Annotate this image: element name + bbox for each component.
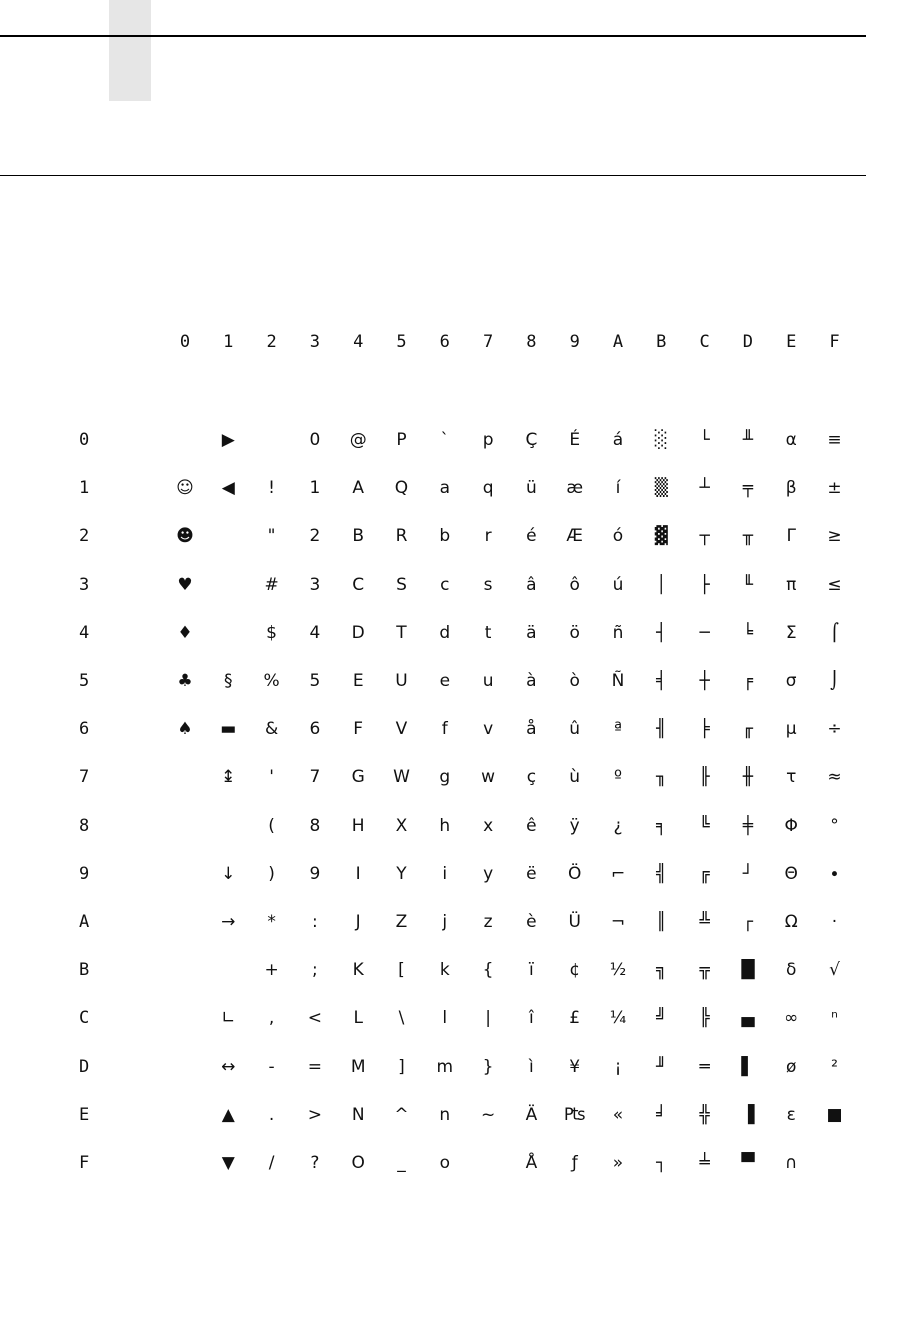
column-header: D: [742, 332, 754, 352]
character-cell: u: [482, 671, 494, 691]
character-cell: r: [484, 526, 492, 547]
character-cell: °: [830, 815, 839, 836]
row-header: 0: [79, 430, 90, 450]
character-cell: ╔: [699, 863, 710, 884]
character-cell: ë: [526, 863, 537, 884]
character-cell: 0: [309, 430, 321, 450]
character-cell: X: [395, 815, 408, 836]
character-cell: b: [439, 526, 451, 547]
character-cell: 3: [309, 574, 321, 595]
character-cell: ┤: [656, 622, 667, 643]
character-cell: ╗: [656, 960, 667, 981]
character-cell: }: [482, 1056, 494, 1077]
character-cell: Ω: [784, 912, 798, 932]
character-cell: 6: [309, 719, 321, 740]
character-cell: N: [351, 1104, 365, 1125]
character-cell: ▼: [221, 1153, 235, 1173]
character-cell: ú: [612, 574, 624, 595]
character-cell: P: [396, 430, 407, 450]
character-cell: è: [526, 912, 537, 932]
character-cell: G: [351, 767, 365, 788]
character-cell: δ: [785, 960, 797, 981]
character-cell: O: [351, 1153, 365, 1173]
character-cell: :: [312, 912, 318, 932]
character-cell: ┴: [699, 478, 710, 499]
character-cell: ■: [826, 1104, 843, 1125]
character-cell: ª: [613, 719, 622, 740]
character-cell: ─: [699, 622, 710, 643]
character-cell: ): [268, 863, 275, 884]
character-cell: ╣: [656, 863, 667, 884]
character-cell: ÷: [827, 719, 842, 740]
character-cell: ±: [827, 478, 842, 499]
row-header: 8: [79, 815, 90, 836]
character-cell: ⌐: [610, 863, 626, 884]
row-header: 4: [79, 622, 90, 643]
character-cell: à: [526, 671, 537, 691]
character-cell: ┘: [742, 863, 754, 884]
column-header: C: [699, 332, 710, 352]
character-cell: %: [263, 671, 280, 691]
character-cell: µ: [785, 719, 797, 740]
row-header: 7: [79, 767, 90, 788]
character-cell: 4: [309, 622, 321, 643]
character-cell: (: [268, 815, 275, 836]
character-cell: π: [786, 574, 797, 595]
character-cell: ≈: [827, 767, 842, 788]
character-cell: J: [355, 912, 361, 932]
character-cell: Φ: [784, 815, 798, 836]
character-cell: Æ: [566, 526, 583, 547]
character-cell: ƒ: [571, 1153, 578, 1173]
character-cell: ½: [609, 960, 627, 981]
row-header: 6: [79, 719, 90, 740]
character-cell: ~: [480, 1104, 496, 1125]
character-cell: q: [482, 478, 494, 499]
character-cell: K: [352, 960, 364, 981]
character-cell: ê: [526, 815, 537, 836]
character-cell: f: [441, 719, 448, 740]
row-header: C: [79, 1008, 90, 1029]
character-cell: ⌡: [830, 671, 839, 691]
character-cell: »: [612, 1153, 624, 1173]
character-cell: └: [699, 430, 710, 450]
character-cell: í: [615, 478, 621, 499]
character-cell: ø: [785, 1056, 797, 1077]
character-cell: ♠: [177, 719, 193, 740]
character-cell: d: [439, 622, 451, 643]
character-cell: ¥: [569, 1056, 581, 1077]
character-cell: .: [268, 1104, 275, 1125]
character-cell: U: [395, 671, 408, 691]
character-cell: Ç: [525, 430, 538, 450]
character-cell: ô: [569, 574, 580, 595]
character-cell: ╘: [742, 622, 754, 643]
character-cell: ┐: [656, 1153, 667, 1173]
character-cell: V: [395, 719, 408, 740]
character-cell: ╡: [656, 671, 667, 691]
character-cell: ▬: [220, 719, 237, 740]
character-cell: w: [481, 767, 496, 788]
character-cell: ║: [656, 912, 667, 932]
row-header: 9: [79, 863, 90, 884]
character-cell: ò: [569, 671, 580, 691]
character-cell: 2: [309, 526, 321, 547]
character-cell: î: [529, 1008, 534, 1029]
character-cell: *: [267, 912, 276, 932]
character-cell: >: [307, 1104, 323, 1125]
character-cell: ö: [569, 622, 580, 643]
character-cell: á: [612, 430, 624, 450]
character-cell: α: [785, 430, 797, 450]
character-cell: ╦: [699, 960, 710, 981]
character-cell: Q: [394, 478, 409, 499]
character-cell: ◀: [221, 478, 235, 499]
character-cell: {: [482, 960, 494, 981]
character-cell: Z: [395, 912, 408, 932]
character-cell: ▶: [221, 430, 235, 450]
character-cell: m: [436, 1056, 454, 1077]
column-header: 9: [569, 332, 580, 352]
character-cell: <: [307, 1008, 323, 1029]
character-cell: ▄: [741, 1008, 755, 1029]
character-cell: c: [440, 574, 450, 595]
character-cell: M: [350, 1056, 366, 1077]
character-cell: z: [483, 912, 493, 932]
character-cell: │: [656, 574, 667, 595]
character-cell: ▌: [741, 1056, 755, 1077]
character-cell: ü: [526, 478, 537, 499]
character-cell: 1: [309, 478, 321, 499]
character-cell: R: [395, 526, 408, 547]
character-cell: å: [526, 719, 537, 740]
row-header: 5: [79, 671, 90, 691]
character-cell: h: [439, 815, 451, 836]
character-cell: ═: [699, 1056, 710, 1077]
character-cell: 8: [309, 815, 321, 836]
character-cell: k: [439, 960, 450, 981]
character-cell: j: [442, 912, 448, 932]
character-cell: p: [482, 430, 494, 450]
character-cell: ▐: [741, 1104, 755, 1125]
character-cell: â: [526, 574, 537, 595]
character-cell: ²: [831, 1056, 838, 1077]
character-cell: ╥: [742, 526, 754, 547]
character-cell: |: [485, 1008, 491, 1029]
character-cell: ·: [831, 912, 838, 932]
character-cell: 7: [309, 767, 321, 788]
character-cell: ╠: [699, 1008, 710, 1029]
character-cell: !: [268, 478, 275, 499]
character-cell: ]: [398, 1056, 405, 1077]
character-cell: ╟: [699, 767, 710, 788]
character-cell: o: [439, 1153, 450, 1173]
column-header: A: [612, 332, 624, 352]
character-cell: ╧: [699, 1153, 710, 1173]
character-cell: H: [351, 815, 365, 836]
row-header: F: [79, 1153, 90, 1173]
character-cell: C: [352, 574, 365, 595]
character-cell: ╕: [656, 815, 667, 836]
character-cell: ┌: [742, 912, 754, 932]
character-cell: ₧: [563, 1104, 586, 1125]
character-cell: /: [268, 1153, 275, 1173]
character-cell: ♣: [177, 671, 193, 691]
character-cell: ': [269, 767, 274, 788]
column-header: 5: [396, 332, 407, 352]
character-cell: ;: [312, 960, 318, 981]
character-cell: £: [569, 1008, 581, 1029]
character-cell: 5: [309, 671, 321, 691]
character-cell: i: [442, 863, 448, 884]
character-cell: A: [352, 478, 364, 499]
character-cell: g: [439, 767, 451, 788]
character-cell: Ñ: [611, 671, 625, 691]
character-cell: ╖: [656, 767, 667, 788]
character-cell: ä: [526, 622, 537, 643]
character-cell: ¼: [609, 1008, 627, 1029]
character-cell: ╛: [656, 1104, 667, 1125]
character-cell: ▒: [654, 478, 668, 499]
character-cell: ,: [268, 1008, 275, 1029]
character-cell: ☺: [176, 478, 194, 499]
character-cell: v: [483, 719, 494, 740]
character-cell: ⁿ: [831, 1008, 838, 1029]
row-header: 3: [79, 574, 90, 595]
character-cell: ▲: [221, 1104, 235, 1125]
character-cell: ↓: [221, 863, 236, 884]
character-cell: ╬: [699, 1104, 710, 1125]
character-cell: ├: [699, 574, 710, 595]
character-cell: F: [353, 719, 364, 740]
column-header: 3: [309, 332, 321, 352]
character-cell: l: [442, 1008, 448, 1029]
row-header: 1: [79, 478, 90, 499]
column-header: E: [786, 332, 797, 352]
character-cell: =: [307, 1056, 323, 1077]
character-cell: ç: [526, 767, 537, 788]
character-cell: ┼: [699, 671, 710, 691]
character-cell: B: [352, 526, 365, 547]
character-cell: @: [349, 430, 367, 450]
character-cell: ╞: [699, 719, 710, 740]
character-cell: º: [613, 767, 622, 788]
column-header: 1: [223, 332, 234, 352]
character-cell: $: [266, 622, 277, 643]
character-cell: σ: [785, 671, 797, 691]
character-cell: I: [355, 863, 361, 884]
character-cell: ╜: [656, 1056, 667, 1077]
character-cell: \: [398, 1008, 405, 1029]
character-cell: ó: [612, 526, 624, 547]
character-cell: ╚: [699, 815, 710, 836]
character-cell: ^: [394, 1104, 409, 1125]
character-cell: ∙: [829, 863, 840, 884]
character-cell: «: [612, 1104, 624, 1125]
character-cell: τ: [786, 767, 797, 788]
character-cell: ▀: [741, 1153, 755, 1173]
character-cell: β: [785, 478, 797, 499]
character-cell: T: [396, 622, 407, 643]
character-cell: §: [224, 671, 233, 691]
character-cell: ì: [529, 1056, 534, 1077]
character-cell: W: [393, 767, 410, 788]
character-cell: #: [264, 574, 279, 595]
character-cell: Ö: [567, 863, 582, 884]
character-cell: `: [440, 430, 450, 450]
character-cell: ╢: [656, 719, 667, 740]
character-cell: D: [351, 622, 365, 643]
character-cell: Ü: [568, 912, 581, 932]
column-header: 8: [526, 332, 537, 352]
character-cell: ù: [569, 767, 581, 788]
character-cell: y: [483, 863, 494, 884]
row-header: E: [79, 1104, 90, 1125]
character-cell: [: [398, 960, 405, 981]
character-cell: ≡: [827, 430, 842, 450]
column-header: 4: [353, 332, 364, 352]
character-cell: ñ: [612, 622, 624, 643]
character-cell: Ä: [525, 1104, 538, 1125]
character-cell: ╨: [742, 430, 754, 450]
character-cell: ¬: [610, 912, 626, 932]
character-cell: -: [268, 1056, 275, 1077]
character-cell: +: [264, 960, 279, 981]
row-header: 2: [79, 526, 90, 547]
character-cell: Y: [396, 863, 407, 884]
character-cell: ╪: [742, 815, 754, 836]
character-cell: û: [569, 719, 581, 740]
character-cell: ÿ: [569, 815, 580, 836]
character-cell: ▓: [654, 526, 668, 547]
character-cell: Σ: [785, 622, 797, 643]
character-cell: s: [483, 574, 493, 595]
character-cell: █: [741, 960, 755, 981]
character-cell: ╓: [742, 719, 754, 740]
character-cell: Å: [525, 1153, 538, 1173]
character-cell: x: [483, 815, 494, 836]
character-cell: a: [439, 478, 450, 499]
character-cell: ╩: [699, 912, 710, 932]
character-cell: ¿: [613, 815, 623, 836]
character-cell: ": [267, 526, 276, 547]
row-header: D: [79, 1056, 90, 1077]
character-cell: Γ: [786, 526, 796, 547]
character-cell: ï: [529, 960, 534, 981]
character-cell: ░: [654, 430, 668, 450]
character-cell: ☻: [176, 526, 194, 547]
character-cell: ╤: [742, 478, 754, 499]
character-cell: √: [829, 960, 840, 981]
character-cell: n: [439, 1104, 451, 1125]
character-cell: e: [439, 671, 451, 691]
character-cell: ≥: [827, 526, 842, 547]
character-cell: L: [353, 1008, 363, 1029]
character-cell: ↔: [221, 1056, 236, 1077]
character-cell: ⌠: [830, 622, 839, 643]
row-header: B: [79, 960, 90, 981]
character-cell: É: [569, 430, 581, 450]
character-cell: ?: [310, 1153, 320, 1173]
character-cell: ∩: [784, 1153, 798, 1173]
character-cell: ╙: [742, 574, 754, 595]
character-cell: ┬: [699, 526, 710, 547]
character-cell: ╒: [742, 671, 754, 691]
column-header: 6: [439, 332, 450, 352]
character-cell: ¡: [614, 1056, 622, 1077]
column-header: 0: [179, 332, 191, 352]
column-header: 7: [482, 332, 494, 352]
character-cell: ≤: [827, 574, 842, 595]
character-cell: ∟: [221, 1008, 236, 1029]
character-cell: ε: [786, 1104, 796, 1125]
character-cell: é: [526, 526, 537, 547]
character-cell: ∞: [784, 1008, 799, 1029]
character-cell: ↨: [221, 767, 236, 788]
character-cell: ╝: [656, 1008, 667, 1029]
character-cell: ♥: [177, 574, 193, 595]
character-cell: &: [264, 719, 279, 740]
column-header: B: [656, 332, 667, 352]
character-cell: æ: [566, 478, 584, 499]
character-cell: E: [352, 671, 364, 691]
column-header: F: [829, 332, 840, 352]
character-cell: ╫: [742, 767, 754, 788]
character-cell: 9: [309, 863, 321, 884]
character-cell: S: [396, 574, 407, 595]
character-cell: ¢: [569, 960, 581, 981]
character-cell: t: [484, 622, 492, 643]
column-header: 2: [266, 332, 277, 352]
row-header: A: [79, 912, 90, 932]
character-cell: Θ: [784, 863, 798, 884]
character-cell: →: [221, 912, 236, 932]
character-cell: ♦: [177, 622, 193, 643]
character-cell: _: [397, 1153, 406, 1173]
